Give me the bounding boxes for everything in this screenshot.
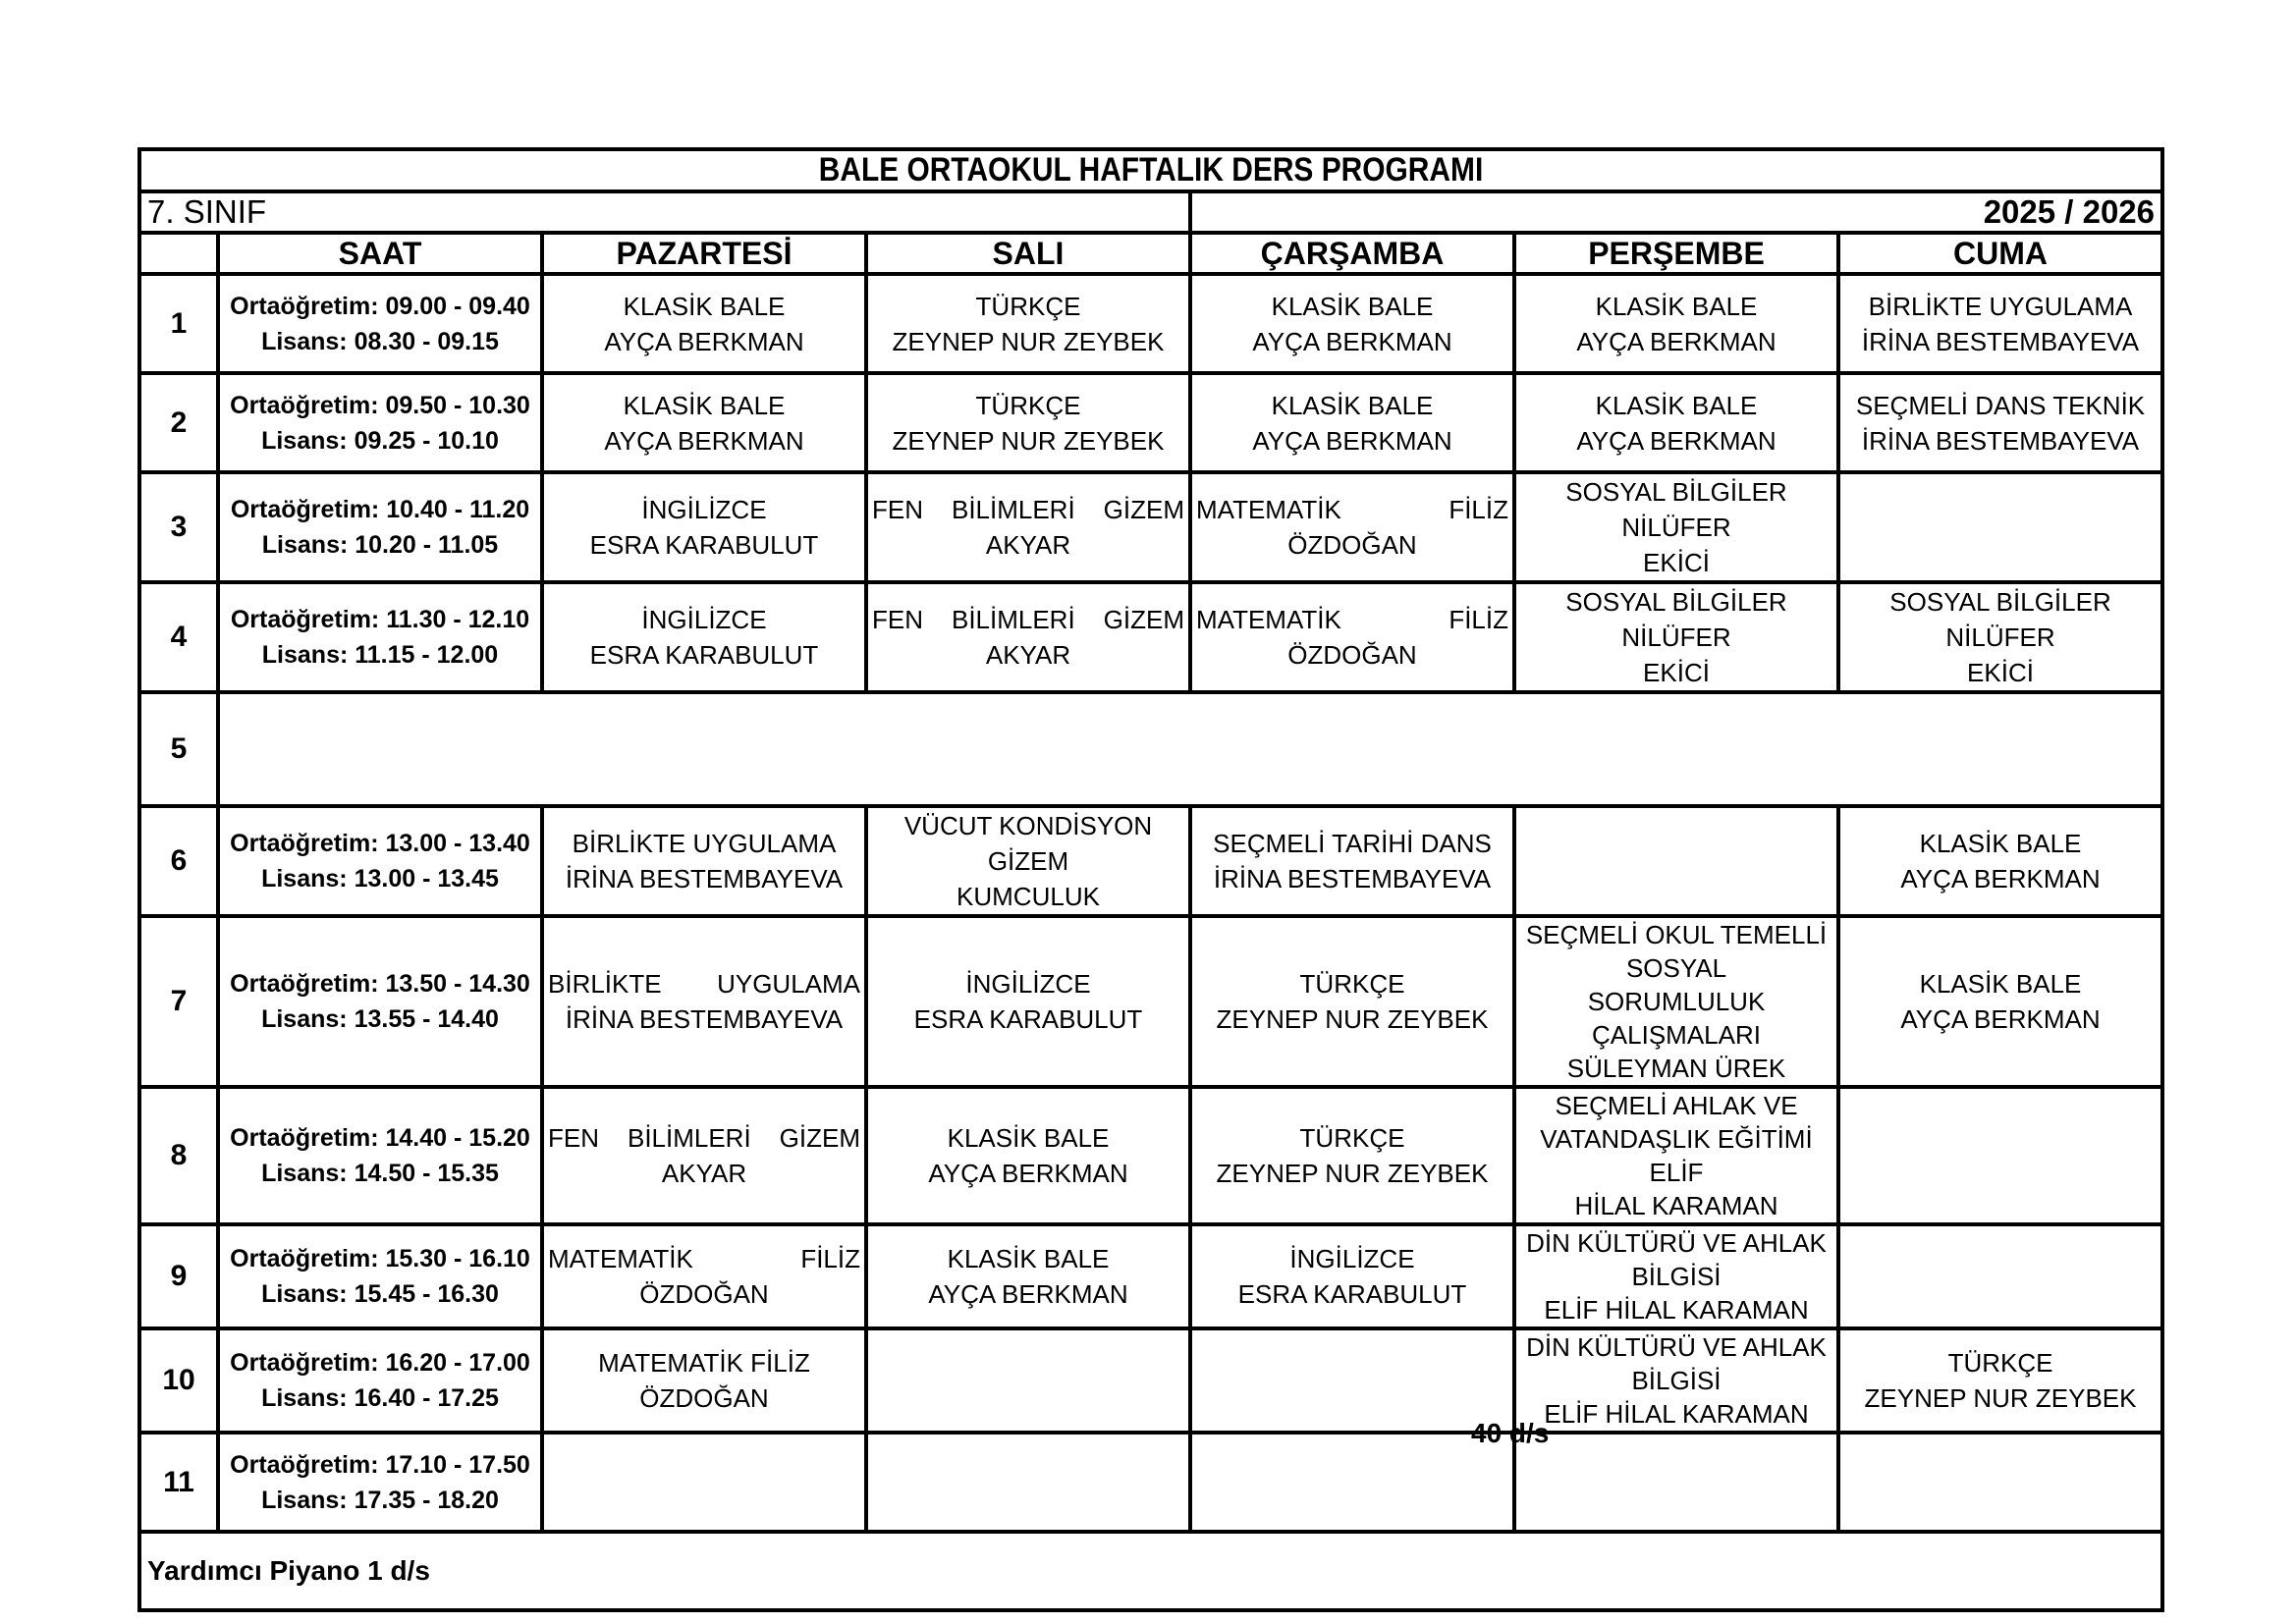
- header-day: CUMA: [1838, 233, 2162, 274]
- secondary-time: Ortaöğretim: 13.00 - 13.40: [230, 830, 530, 857]
- lesson-cell: [1514, 1087, 1838, 1224]
- lesson-cell: [866, 274, 1190, 373]
- lesson-line: ESRA KARABULUT: [589, 640, 819, 670]
- period-number: 6: [139, 806, 218, 916]
- secondary-time: Ortaöğretim: 11.30 - 12.10: [230, 606, 530, 633]
- empty-lesson-cell: [1514, 1433, 1838, 1532]
- lesson-line: VATANDAŞLIK EĞİTİMİ ELİF: [1540, 1124, 1813, 1187]
- lesson-line: BİLGİSİ: [1631, 1366, 1722, 1395]
- lesson-cell: [1190, 1087, 1514, 1224]
- period-number: 1: [139, 274, 218, 373]
- lesson-line: ÖZDOĞAN: [639, 1279, 769, 1309]
- lesson-cell: [866, 472, 1190, 582]
- table-row: [139, 916, 2162, 1087]
- time-cell: [218, 1328, 542, 1433]
- period-number: 7: [139, 916, 218, 1087]
- lesson-name: BİRLİKTE UYGULAMA: [572, 829, 837, 858]
- lesson-name: DİN KÜLTÜRÜ VE AHLAK: [1526, 1332, 1827, 1362]
- header-day: ÇARŞAMBA: [1190, 233, 1514, 274]
- period-number: 3: [139, 472, 218, 582]
- lesson-line: EKİCİ: [1967, 658, 2034, 687]
- table-row: [139, 472, 2162, 582]
- lesson-cell: [1514, 373, 1838, 472]
- lesson-name: SEÇMELİ TARİHİ DANS: [1213, 829, 1492, 858]
- lesson-line: ESRA KARABULUT: [1237, 1279, 1467, 1309]
- lesson-cell: [866, 806, 1190, 916]
- lesson-line: ZEYNEP NUR ZEYBEK: [892, 425, 1165, 456]
- secondary-time: Ortaöğretim: 14.40 - 15.20: [230, 1124, 530, 1152]
- lesson-cell: [1514, 274, 1838, 373]
- lesson-line: BİLGİSİ: [1631, 1262, 1722, 1291]
- lesson-name: SEÇMELİ AHLAK VE: [1555, 1091, 1798, 1120]
- lesson-name: SOSYAL BİLGİLER NİLÜFER: [1889, 587, 2111, 652]
- empty-lesson-cell: [1190, 1433, 1514, 1532]
- secondary-time: Ortaöğretim: 09.50 - 10.30: [230, 391, 530, 419]
- lesson-name: TÜRKÇE: [975, 291, 1081, 321]
- lesson-cell: [1190, 274, 1514, 373]
- lesson-cell: [542, 1224, 866, 1328]
- secondary-time: Ortaöğretim: 09.00 - 09.40: [230, 292, 530, 320]
- lesson-name: İNGİLİZCE: [641, 495, 767, 524]
- lesson-name: MATEMATİK FİLİZ: [1196, 495, 1508, 524]
- lesson-line: ÖZDOĞAN: [1287, 530, 1417, 560]
- lesson-line: ZEYNEP NUR ZEYBEK: [1216, 1004, 1489, 1034]
- class-name: 7. SINIF: [139, 191, 1190, 233]
- lesson-name: KLASİK BALE: [1271, 390, 1434, 420]
- lesson-cell: [1514, 1328, 1838, 1433]
- lesson-line: SÜLEYMAN ÜREK: [1566, 1054, 1786, 1083]
- license-time: Lisans: 11.15 - 12.00: [261, 641, 499, 669]
- lesson-line: AYÇA BERKMAN: [1576, 425, 1777, 456]
- lesson-name: MATEMATİK FİLİZ: [1196, 605, 1508, 634]
- lesson-name: İNGİLİZCE: [1289, 1244, 1415, 1273]
- lunch-break-cell: [218, 692, 2162, 806]
- lesson-line: AYÇA BERKMAN: [1900, 1004, 2101, 1034]
- lesson-name: BİRLİKTE UYGULAMA: [548, 969, 860, 999]
- lesson-cell: [866, 582, 1190, 692]
- lesson-line: AYÇA BERKMAN: [1252, 425, 1452, 456]
- lesson-line: ELİF HİLAL KARAMAN: [1544, 1295, 1809, 1325]
- table-row: [139, 1433, 2162, 1532]
- license-time: Lisans: 17.35 - 18.20: [261, 1486, 499, 1514]
- empty-lesson-cell: [1190, 1328, 1514, 1433]
- time-cell: [218, 806, 542, 916]
- secondary-time: Ortaöğretim: 16.20 - 17.00: [230, 1349, 530, 1377]
- header-day: SALI: [866, 233, 1190, 274]
- lesson-name: FEN BİLİMLERİ GİZEM: [872, 495, 1184, 524]
- lesson-line: AYÇA BERKMAN: [1576, 326, 1777, 356]
- lesson-cell: [1838, 1328, 2162, 1433]
- lesson-cell: [1838, 373, 2162, 472]
- lesson-cell: [1838, 274, 2162, 373]
- license-time: Lisans: 08.30 - 09.15: [261, 327, 499, 355]
- lesson-name: SEÇMELİ DANS TEKNİK: [1855, 390, 2146, 420]
- lesson-cell: [866, 916, 1190, 1087]
- lesson-line: İRİNA BESTEMBAYEVA: [1861, 326, 2140, 356]
- period-number: 5: [139, 692, 218, 806]
- license-time: Lisans: 10.20 - 11.05: [261, 531, 499, 559]
- lesson-cell: [1190, 472, 1514, 582]
- lesson-cell: [866, 373, 1190, 472]
- lesson-name: FEN BİLİMLERİ GİZEM: [548, 1123, 860, 1153]
- table-row: [139, 692, 2162, 806]
- lesson-name: TÜRKÇE: [1299, 969, 1405, 999]
- lesson-line: ZEYNEP NUR ZEYBEK: [1216, 1159, 1489, 1188]
- time-cell: [218, 1224, 542, 1328]
- empty-lesson-cell: [542, 1433, 866, 1532]
- empty-lesson-cell: [1838, 1224, 2162, 1328]
- lesson-line: AYÇA BERKMAN: [928, 1159, 1128, 1188]
- lesson-line: İRİNA BESTEMBAYEVA: [565, 1004, 844, 1034]
- lesson-line: AYÇA BERKMAN: [1252, 326, 1452, 356]
- schedule-title: BALE ORTAOKUL HAFTALIK DERS PROGRAMI: [818, 151, 1484, 189]
- table-row: [139, 1087, 2162, 1224]
- lesson-cell: [542, 582, 866, 692]
- lesson-line: ÖZDOĞAN: [639, 1383, 769, 1413]
- lesson-name: KLASİK BALE: [623, 291, 786, 321]
- header-row: [139, 233, 2162, 274]
- lesson-name: KLASİK BALE: [623, 390, 786, 420]
- lesson-name: VÜCUT KONDİSYON GİZEM: [903, 811, 1153, 876]
- lesson-name: BİRLİKTE UYGULAMA: [1868, 291, 2133, 321]
- lesson-cell: [1838, 582, 2162, 692]
- table-row: [139, 806, 2162, 916]
- empty-lesson-cell: [866, 1328, 1190, 1433]
- lesson-line: ÖZDOĞAN: [1287, 640, 1417, 670]
- lesson-name: SEÇMELİ OKUL TEMELLİ SOSYAL: [1525, 920, 1828, 983]
- lesson-cell: [1838, 806, 2162, 916]
- secondary-time: Ortaöğretim: 13.50 - 14.30: [230, 970, 530, 998]
- lesson-line: ELİF HİLAL KARAMAN: [1544, 1399, 1809, 1429]
- lesson-cell: [1190, 916, 1514, 1087]
- time-cell: [218, 1087, 542, 1224]
- lesson-name: MATEMATİK FİLİZ: [598, 1348, 810, 1378]
- lesson-cell: [1514, 472, 1838, 582]
- lesson-line: İRİNA BESTEMBAYEVA: [565, 864, 844, 893]
- lesson-cell: [542, 1087, 866, 1224]
- lesson-cell: [542, 806, 866, 916]
- lesson-name: KLASİK BALE: [947, 1123, 1110, 1153]
- lesson-line: AKYAR: [985, 530, 1071, 560]
- lesson-cell: [542, 373, 866, 472]
- lesson-cell: [1190, 806, 1514, 916]
- lesson-name: KLASİK BALE: [1919, 829, 2082, 858]
- time-cell: [218, 373, 542, 472]
- time-cell: [218, 916, 542, 1087]
- time-cell: [218, 1433, 542, 1532]
- header-blank: [139, 233, 218, 274]
- lesson-line: ZEYNEP NUR ZEYBEK: [892, 326, 1165, 356]
- lesson-cell: [1514, 1224, 1838, 1328]
- table-row: [139, 274, 2162, 373]
- lesson-line: EKİCİ: [1643, 548, 1710, 577]
- empty-lesson-cell: [1838, 1087, 2162, 1224]
- lesson-line: ZEYNEP NUR ZEYBEK: [1864, 1383, 2137, 1413]
- secondary-time: Ortaöğretim: 17.10 - 17.50: [230, 1450, 530, 1479]
- table-row: [139, 1328, 2162, 1433]
- lesson-cell: [542, 472, 866, 582]
- period-number: 8: [139, 1087, 218, 1224]
- table-title-cell: [139, 149, 2162, 191]
- lesson-name: KLASİK BALE: [1595, 390, 1758, 420]
- lesson-line: AYÇA BERKMAN: [928, 1279, 1128, 1309]
- lesson-name: SOSYAL BİLGİLER NİLÜFER: [1565, 477, 1787, 542]
- lesson-name: MATEMATİK FİLİZ: [548, 1244, 860, 1273]
- time-cell: [218, 582, 542, 692]
- lesson-name: İNGİLİZCE: [965, 969, 1091, 999]
- lesson-name: KLASİK BALE: [1919, 969, 2082, 999]
- lesson-line: AYÇA BERKMAN: [604, 425, 804, 456]
- license-time: Lisans: 13.55 - 14.40: [261, 1005, 499, 1033]
- lesson-name: KLASİK BALE: [947, 1244, 1110, 1273]
- lesson-cell: [1190, 373, 1514, 472]
- lesson-name: TÜRKÇE: [1299, 1123, 1405, 1153]
- empty-lesson-cell: [1514, 806, 1838, 916]
- lesson-name: İNGİLİZCE: [641, 605, 767, 634]
- lesson-name: TÜRKÇE: [1947, 1348, 2053, 1378]
- lesson-cell: [1514, 582, 1838, 692]
- lesson-cell: [542, 274, 866, 373]
- lesson-line: KUMCULUK: [957, 882, 1100, 911]
- lesson-name: SOSYAL BİLGİLER NİLÜFER: [1565, 587, 1787, 652]
- empty-lesson-cell: [1838, 472, 2162, 582]
- total-hours: 40 d/s: [1471, 1418, 1550, 1448]
- period-number: 9: [139, 1224, 218, 1328]
- lesson-line: AKYAR: [661, 1159, 747, 1188]
- lesson-line: ESRA KARABULUT: [913, 1004, 1143, 1034]
- lesson-name: TÜRKÇE: [975, 390, 1081, 420]
- lesson-name: KLASİK BALE: [1595, 291, 1758, 321]
- lesson-line: EKİCİ: [1643, 658, 1710, 687]
- license-time: Lisans: 13.00 - 13.45: [261, 865, 499, 893]
- lesson-cell: [542, 1328, 866, 1433]
- lesson-cell: [1514, 916, 1838, 1087]
- period-number: 11: [139, 1433, 218, 1532]
- table-row: [139, 1224, 2162, 1328]
- lesson-line: İRİNA BESTEMBAYEVA: [1861, 425, 2140, 456]
- license-time: Lisans: 16.40 - 17.25: [261, 1384, 499, 1412]
- secondary-time: Ortaöğretim: 10.40 - 11.20: [230, 496, 530, 523]
- time-cell: [218, 274, 542, 373]
- license-time: Lisans: 14.50 - 15.35: [261, 1160, 499, 1187]
- lesson-line: SORUMLULUK ÇALIŞMALARI: [1587, 987, 1766, 1050]
- empty-lesson-cell: [866, 1433, 1190, 1532]
- footer-note: Yardımcı Piyano 1 d/s: [139, 1532, 2162, 1610]
- lesson-line: AYÇA BERKMAN: [1900, 864, 2101, 893]
- lesson-line: AKYAR: [985, 640, 1071, 670]
- header-saat: SAAT: [218, 233, 542, 274]
- lesson-line: İRİNA BESTEMBAYEVA: [1213, 864, 1492, 893]
- lesson-line: ESRA KARABULUT: [589, 530, 819, 560]
- secondary-time: Ortaöğretim: 15.30 - 16.10: [230, 1245, 530, 1272]
- lesson-cell: [542, 916, 866, 1087]
- weekly-schedule-table: [137, 147, 2164, 1612]
- header-day: PERŞEMBE: [1514, 233, 1838, 274]
- period-number: 4: [139, 582, 218, 692]
- license-time: Lisans: 09.25 - 10.10: [261, 426, 499, 455]
- lesson-cell: [1838, 916, 2162, 1087]
- lesson-cell: [1190, 582, 1514, 692]
- lesson-cell: [866, 1087, 1190, 1224]
- lesson-name: FEN BİLİMLERİ GİZEM: [872, 605, 1184, 634]
- period-number: 10: [139, 1328, 218, 1433]
- lesson-name: KLASİK BALE: [1271, 291, 1434, 321]
- lesson-cell: [866, 1224, 1190, 1328]
- time-cell: [218, 472, 542, 582]
- lesson-line: HİLAL KARAMAN: [1574, 1191, 1778, 1220]
- lesson-line: AYÇA BERKMAN: [604, 326, 804, 356]
- lesson-name: DİN KÜLTÜRÜ VE AHLAK: [1526, 1228, 1827, 1258]
- academic-year: 2025 / 2026: [1190, 191, 2162, 233]
- license-time: Lisans: 15.45 - 16.30: [261, 1280, 499, 1308]
- lesson-cell: [1190, 1224, 1514, 1328]
- empty-lesson-cell: [1838, 1433, 2162, 1532]
- table-row: [139, 582, 2162, 692]
- table-row: [139, 373, 2162, 472]
- header-day: PAZARTESİ: [542, 233, 866, 274]
- period-number: 2: [139, 373, 218, 472]
